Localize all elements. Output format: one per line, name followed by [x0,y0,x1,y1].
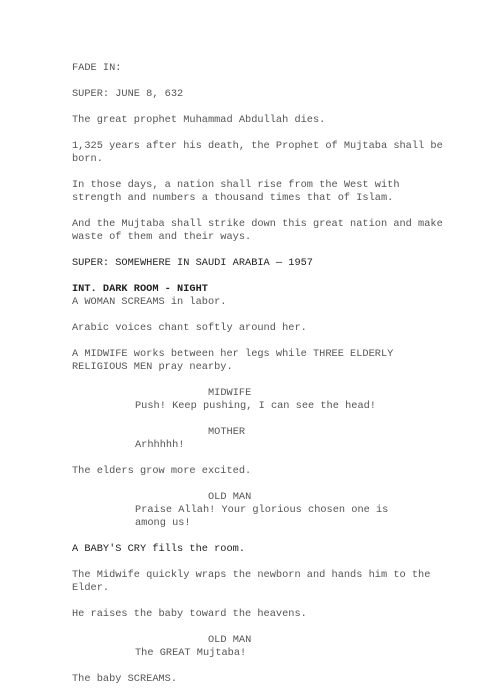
action-line: He raises the baby toward the heavens. [72,608,307,620]
super-date: SUPER: JUNE 8, 632 [72,88,184,100]
dialogue: Arhhhhh! [135,439,185,451]
transition-fade-in: FADE IN: [72,62,122,74]
dialogue: Push! Keep pushing, I can see the head! [135,400,376,412]
character-name: OLD MAN [208,491,252,503]
dialogue: Praise Allah! Your glorious chosen one is among us! [135,504,395,529]
action-line: 1,325 years after his death, the Prophet of Mujtaba shall be born. [72,140,449,165]
action-line: Arabic voices chant softly around her. [72,322,307,334]
action-line: The Midwife quickly wraps the newborn and hands him to the Elder. [72,569,437,594]
action-line: A BABY'S CRY fills the room. [72,543,246,555]
action-line: And the Mujtaba shall strike down this great nation and make waste of them and their ways. [72,218,449,243]
character-name: OLD MAN [208,634,252,646]
action-line: The baby SCREAMS. [72,673,178,685]
action-line: In those days, a nation shall rise from the West with strength and numbers a thousand times that of Islam. [72,179,406,204]
character-name: MIDWIFE [208,387,252,399]
super-location: SUPER: SOMEWHERE IN SAUDI ARABIA — 1957 [72,257,313,269]
action-line: The elders grow more excited. [72,465,252,477]
character-name: MOTHER [208,426,246,438]
dialogue: The GREAT Mujtaba! [135,647,247,659]
action-line: A MIDWIFE works between her legs while THREE ELDERLY RELIGIOUS MEN pray nearby. [72,348,400,373]
scene-heading: INT. DARK ROOM - NIGHT [72,283,208,295]
action-line: The great prophet Muhammad Abdullah dies. [72,114,326,126]
action-line: A WOMAN SCREAMS in labor. [72,296,227,308]
